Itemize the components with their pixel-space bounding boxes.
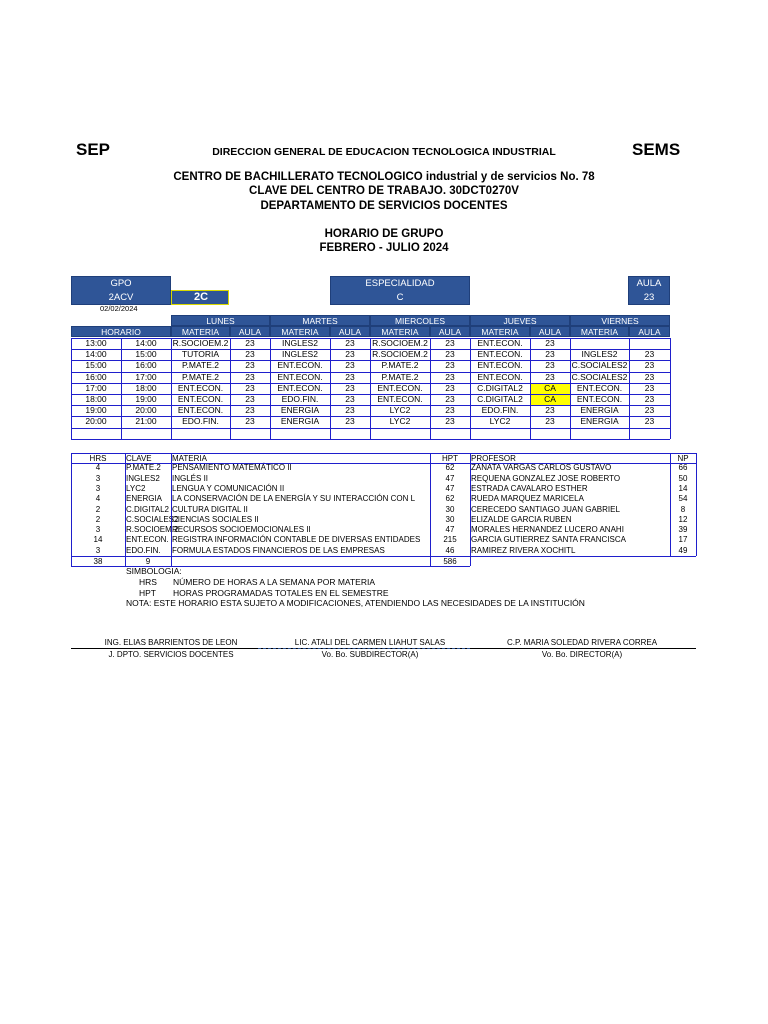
schedule-room bbox=[230, 428, 270, 439]
day-header-lunes: LUNES bbox=[171, 315, 270, 326]
schedule-room: 23 bbox=[644, 382, 655, 393]
schedule-subject bbox=[270, 428, 330, 439]
materia-header: MATERIA bbox=[171, 326, 230, 337]
schedule-subject: ENT.ECON. bbox=[377, 382, 423, 393]
schedule-room: 23 bbox=[345, 349, 355, 360]
schedule-subject: EDO.FIN. bbox=[481, 405, 519, 416]
schedule-room: 23 bbox=[345, 416, 355, 427]
total-count: 9 bbox=[145, 557, 151, 566]
col-border bbox=[71, 338, 72, 439]
col-border bbox=[330, 338, 331, 439]
time-start: 19:00 bbox=[85, 405, 107, 416]
subject-clave: ENERGIA bbox=[126, 494, 163, 504]
schedule-room bbox=[629, 338, 670, 349]
schedule-room: 23 bbox=[245, 394, 255, 404]
schedule-room: 23 bbox=[644, 405, 655, 416]
schedule-subject: ENERGIA bbox=[280, 405, 320, 416]
time-end: 14:00 bbox=[135, 338, 157, 348]
schedule-room: 23 bbox=[245, 416, 255, 427]
subject-profesor: MORALES HERNANDEZ LUCERO ANAHI bbox=[471, 525, 624, 535]
group-code: 2C bbox=[171, 290, 229, 305]
direction-title: DIRECCION GENERAL DE EDUCACION TECNOLOGICA INDUSTRIAL bbox=[212, 146, 556, 158]
schedule-room: 23 bbox=[545, 416, 555, 427]
signature-line-dashed bbox=[258, 648, 470, 649]
aula-header: AULA bbox=[629, 326, 670, 337]
signature-role-2: Vo. Bo. SUBDIRECTOR(A) bbox=[321, 650, 419, 659]
subject-profesor: GARCIA GUTIERREZ SANTA FRANCISCA bbox=[471, 535, 626, 545]
schedule-subject: ENT.ECON. bbox=[477, 360, 523, 371]
schedule-subject: C.DIGITAL2 bbox=[477, 394, 523, 404]
table-col-border bbox=[430, 453, 431, 566]
specialty-label: ESPECIALIDAD bbox=[365, 278, 435, 289]
schedule-room: 23 bbox=[245, 382, 255, 393]
schedule-room: 23 bbox=[644, 349, 655, 360]
subject-hpt: 47 bbox=[445, 525, 455, 535]
col-border bbox=[430, 338, 431, 439]
subject-materia: REGISTRA INFORMACIÓN CONTABLE DE DIVERSAS ENTIDADES bbox=[172, 535, 421, 545]
schedule-subject: ENT.ECON. bbox=[277, 382, 323, 393]
materia-header: MATERIA bbox=[172, 454, 207, 463]
materia-header: MATERIA bbox=[370, 326, 430, 337]
subject-np: 66 bbox=[678, 463, 688, 473]
schedule-subject: P.MATE.2 bbox=[181, 371, 219, 382]
schedule-subject bbox=[570, 338, 629, 349]
clave-header: CLAVE bbox=[126, 454, 152, 463]
center-name: CENTRO DE BACHILLERATO TECNOLOGICO industrial y de servicios No. 78 bbox=[173, 171, 595, 183]
schedule-room: 23 bbox=[445, 394, 455, 404]
schedule-subject: ENT.ECON. bbox=[177, 382, 224, 393]
subject-hrs: 2 bbox=[95, 514, 101, 524]
schedule-room: CA bbox=[530, 394, 570, 405]
table-border bbox=[71, 463, 696, 464]
subject-np: 12 bbox=[678, 514, 688, 524]
materia-header: MATERIA bbox=[270, 326, 330, 337]
schedule-room: 23 bbox=[644, 371, 655, 382]
aula-header: AULA bbox=[530, 326, 570, 337]
subject-hpt: 47 bbox=[445, 483, 455, 493]
hrs-header: HRS bbox=[89, 454, 107, 463]
schedule-subject: TUTORIA bbox=[181, 349, 220, 360]
subject-hrs: 3 bbox=[95, 545, 101, 555]
col-border bbox=[530, 338, 531, 439]
time-start: 15:00 bbox=[85, 360, 107, 371]
time-start: 16:00 bbox=[85, 371, 107, 382]
subject-clave: P.MATE.2 bbox=[126, 463, 161, 473]
schedule-room: 23 bbox=[345, 394, 355, 404]
time-start: 20:00 bbox=[85, 416, 107, 427]
subject-materia: PENSAMIENTO MATEMÁTICO II bbox=[172, 463, 292, 473]
schedule-subject: LYC2 bbox=[489, 416, 511, 427]
aula-header: AULA bbox=[430, 326, 470, 337]
signature-name-2: LIC. ATALI DEL CARMEN LIAHUT SALAS bbox=[294, 638, 446, 647]
day-header-viernes: VIERNES bbox=[570, 315, 670, 326]
legend-title: SIMBOLOGIA: bbox=[126, 566, 182, 576]
gpo-label: GPO bbox=[110, 278, 132, 289]
schedule-room: 23 bbox=[345, 382, 355, 393]
schedule-subject: ENT.ECON. bbox=[477, 349, 523, 360]
subject-clave: ENT.ECON. bbox=[126, 535, 169, 545]
schedule-subject: ENT.ECON. bbox=[177, 405, 224, 416]
subject-materia: CULTURA DIGITAL II bbox=[172, 504, 248, 514]
schedule-room: 23 bbox=[644, 416, 655, 427]
subject-profesor: REQUENA GONZALEZ JOSE ROBERTO bbox=[471, 473, 621, 483]
schedule-subject: ENT.ECON. bbox=[477, 338, 523, 348]
col-border bbox=[470, 338, 471, 439]
schedule-subject: INGLES2 bbox=[282, 349, 318, 360]
schedule-subject: ENERGIA bbox=[580, 416, 619, 427]
schedule-room: 23 bbox=[445, 382, 455, 393]
subject-profesor: CERECEDO SANTIAGO JUAN GABRIEL bbox=[471, 504, 620, 514]
subject-profesor: ESTRADA CAVALARO ESTHER bbox=[471, 483, 588, 493]
table-border bbox=[71, 453, 696, 454]
legend-hpt-key: HPT bbox=[139, 588, 156, 598]
time-start: 18:00 bbox=[85, 394, 107, 404]
schedule-room: 23 bbox=[445, 338, 455, 348]
day-header-jueves: JUEVES bbox=[470, 315, 570, 326]
total-hrs: 38 bbox=[93, 557, 103, 566]
time-start: 17:00 bbox=[85, 382, 107, 393]
legend-hrs-desc: NÚMERO DE HORAS A LA SEMANA POR MATERIA bbox=[173, 577, 375, 587]
schedule-subject: EDO.FIN. bbox=[281, 394, 319, 404]
schedule-subject: R.SOCIOEM.2 bbox=[372, 349, 428, 360]
schedule-room: 23 bbox=[644, 360, 655, 371]
subject-materia: LA CONSERVACIÓN DE LA ENERGÍA Y SU INTERACCIÓN CON L bbox=[172, 494, 416, 504]
aula-label: AULA bbox=[636, 278, 662, 289]
schedule-subject: ENERGIA bbox=[280, 416, 320, 427]
col-border bbox=[570, 338, 571, 439]
schedule-room: 23 bbox=[644, 394, 655, 404]
subject-hpt: 47 bbox=[445, 473, 455, 483]
sep-logo-text: SEP bbox=[76, 140, 111, 159]
specialty-box bbox=[330, 276, 470, 305]
subject-np: 8 bbox=[680, 504, 686, 514]
signature-name-3: C.P. MARIA SOLEDAD RIVERA CORREA bbox=[506, 638, 658, 647]
time-start: 13:00 bbox=[85, 338, 107, 348]
schedule-subject: P.MATE.2 bbox=[381, 371, 419, 382]
time-end bbox=[121, 428, 171, 439]
subject-np: 49 bbox=[678, 545, 688, 555]
col-border bbox=[670, 338, 671, 439]
subject-clave: LYC2 bbox=[126, 483, 146, 493]
materia-header: MATERIA bbox=[470, 326, 530, 337]
schedule-subject bbox=[171, 428, 230, 439]
subject-profesor: ZANATA VARGAS CARLOS GUSTAVO bbox=[471, 463, 612, 473]
schedule-subject: ENT.ECON. bbox=[177, 394, 224, 404]
subject-hrs: 4 bbox=[95, 494, 101, 504]
time-start bbox=[71, 428, 121, 439]
schedule-room: 23 bbox=[345, 405, 355, 416]
schedule-subject: R.SOCIOEM.2 bbox=[372, 338, 428, 348]
aula-box bbox=[628, 276, 670, 305]
schedule-room: 23 bbox=[345, 371, 355, 382]
subject-hrs: 14 bbox=[93, 535, 103, 545]
schedule-room bbox=[430, 428, 470, 439]
schedule-date: 02/02/2024 bbox=[100, 304, 138, 313]
schedule-room bbox=[330, 428, 370, 439]
schedule-room: 23 bbox=[545, 371, 555, 382]
schedule-period: FEBRERO - JULIO 2024 bbox=[319, 242, 449, 254]
aula-value: 23 bbox=[643, 292, 655, 303]
subject-materia: RECURSOS SOCIOEMOCIONALES II bbox=[172, 525, 311, 535]
signature-name-1: ING. ELIAS BARRIENTOS DE LEON bbox=[104, 638, 238, 647]
table-col-border bbox=[171, 453, 172, 566]
schedule-subject: ENT.ECON. bbox=[477, 371, 523, 382]
subject-materia: FORMULA ESTADOS FINANCIEROS DE LAS EMPRESAS bbox=[172, 545, 385, 555]
subject-hrs: 3 bbox=[95, 525, 101, 535]
subject-profesor: RUEDA MARQUEZ MARICELA bbox=[471, 494, 584, 504]
gpo-value: 2ACV bbox=[108, 292, 134, 303]
time-end: 20:00 bbox=[135, 405, 157, 416]
col-border bbox=[270, 338, 271, 439]
time-end: 19:00 bbox=[135, 394, 157, 404]
schedule-room: 23 bbox=[245, 338, 255, 348]
schedule-subject: ENT.ECON. bbox=[377, 394, 423, 404]
schedule-subject: LYC2 bbox=[389, 416, 411, 427]
schedule-title: HORARIO DE GRUPO bbox=[324, 228, 444, 240]
schedule-room: 23 bbox=[545, 360, 555, 371]
subject-materia: CIENCIAS SOCIALES II bbox=[172, 514, 259, 524]
subject-hpt: 30 bbox=[445, 504, 455, 514]
schedule-room: 23 bbox=[345, 360, 355, 371]
schedule-room: 23 bbox=[245, 371, 255, 382]
subject-np: 54 bbox=[678, 494, 688, 504]
subject-np: 50 bbox=[678, 473, 688, 483]
schedule-subject: ENT.ECON. bbox=[277, 371, 323, 382]
col-border bbox=[370, 338, 371, 439]
schedule-room bbox=[629, 428, 670, 439]
schedule-room: 23 bbox=[445, 360, 455, 371]
schedule-room: 23 bbox=[245, 360, 255, 371]
time-end: 15:00 bbox=[135, 349, 157, 360]
schedule-subject: ENERGIA bbox=[580, 405, 619, 416]
schedule-room: 23 bbox=[545, 349, 555, 360]
legend-note: NOTA: ESTE HORARIO ESTA SUJETO A MODIFICACIONES, ATENDIENDO LAS NECESIDADES DE LA INSTITUCIÓN bbox=[126, 598, 585, 608]
schedule-room: 23 bbox=[545, 405, 555, 416]
schedule-room: 23 bbox=[445, 416, 455, 427]
schedule-subject: INGLES2 bbox=[581, 349, 618, 360]
subject-profesor: RAMIREZ RIVERA XOCHITL bbox=[471, 545, 576, 555]
schedule-subject: P.MATE.2 bbox=[381, 360, 419, 371]
schedule-room: 23 bbox=[245, 349, 255, 360]
schedule-subject: LYC2 bbox=[389, 405, 411, 416]
subject-hrs: 4 bbox=[95, 463, 101, 473]
specialty-value: C bbox=[396, 292, 404, 303]
subject-hpt: 215 bbox=[443, 535, 457, 545]
row-border bbox=[71, 439, 670, 440]
subject-materia: LENGUA Y COMUNICACIÓN II bbox=[172, 483, 285, 493]
schedule-room bbox=[530, 428, 570, 439]
schedule-subject bbox=[570, 428, 629, 439]
legend-hpt-desc: HORAS PROGRAMADAS TOTALES EN EL SEMESTRE bbox=[173, 588, 389, 598]
profesor-header: PROFESOR bbox=[471, 454, 516, 463]
subject-np: 39 bbox=[678, 525, 688, 535]
hpt-header: HPT bbox=[442, 454, 458, 463]
schedule-room: 23 bbox=[245, 405, 255, 416]
gpo-box bbox=[71, 276, 171, 305]
subject-np: 14 bbox=[678, 483, 688, 493]
schedule-subject bbox=[470, 428, 530, 439]
schedule-subject: EDO.FIN. bbox=[182, 416, 219, 427]
subject-hpt: 46 bbox=[445, 545, 455, 555]
sems-logo-text: SEMS bbox=[632, 140, 681, 159]
signature-role-1: J. DPTO. SERVICIOS DOCENTES bbox=[108, 650, 234, 659]
col-border bbox=[629, 338, 630, 439]
total-hpt: 586 bbox=[443, 557, 457, 566]
subject-clave: C.SOCIALES2 bbox=[126, 514, 179, 524]
horario-header: HORARIO bbox=[71, 326, 171, 337]
subject-clave: R.SOCIOEM.2 bbox=[126, 525, 179, 535]
col-border bbox=[121, 338, 122, 439]
time-end: 16:00 bbox=[135, 360, 157, 371]
subject-np: 17 bbox=[678, 535, 688, 545]
department-name: DEPARTAMENTO DE SERVICIOS DOCENTES bbox=[260, 200, 508, 212]
schedule-subject: C.SOCIALES2 bbox=[571, 371, 628, 382]
aula-header: AULA bbox=[330, 326, 370, 337]
subject-hrs: 3 bbox=[95, 483, 101, 493]
schedule-room: 23 bbox=[445, 371, 455, 382]
schedule-room: 23 bbox=[345, 338, 355, 348]
table-border bbox=[71, 556, 696, 557]
subject-hpt: 62 bbox=[445, 494, 455, 504]
time-end: 18:00 bbox=[135, 382, 157, 393]
schedule-subject: INGLES2 bbox=[282, 338, 318, 348]
table-col-border bbox=[125, 453, 126, 566]
schedule-subject: ENT.ECON. bbox=[576, 382, 623, 393]
materia-header: MATERIA bbox=[570, 326, 629, 337]
table-col-border bbox=[670, 453, 671, 556]
subject-clave: C.DIGITAL2 bbox=[126, 504, 169, 514]
subject-clave: EDO.FIN. bbox=[126, 545, 161, 555]
schedule-subject: ENT.ECON. bbox=[277, 360, 323, 371]
schedule-room: CA bbox=[530, 383, 570, 394]
schedule-subject bbox=[370, 428, 430, 439]
table-col-border bbox=[696, 453, 697, 556]
schedule-subject: R.SOCIOEM.2 bbox=[172, 338, 229, 348]
schedule-subject: C.DIGITAL2 bbox=[477, 382, 523, 393]
legend-hrs-key: HRS bbox=[139, 577, 157, 587]
table-col-border bbox=[470, 453, 471, 566]
schedule-room: 23 bbox=[445, 349, 455, 360]
table-col-border bbox=[71, 453, 72, 566]
subject-hrs: 2 bbox=[95, 504, 101, 514]
col-border bbox=[171, 338, 172, 439]
time-end: 21:00 bbox=[135, 416, 157, 427]
subject-materia: INGLÉS II bbox=[172, 473, 209, 483]
time-end: 17:00 bbox=[135, 371, 157, 382]
subject-hpt: 62 bbox=[445, 463, 455, 473]
schedule-room: 23 bbox=[545, 338, 555, 348]
schedule-subject: ENT.ECON. bbox=[576, 394, 623, 404]
day-header-martes: MARTES bbox=[270, 315, 370, 326]
schedule-subject: P.MATE.2 bbox=[181, 360, 219, 371]
subject-hrs: 3 bbox=[95, 473, 101, 483]
center-clave: CLAVE DEL CENTRO DE TRABAJO. 30DCT0270V bbox=[249, 185, 519, 197]
aula-header: AULA bbox=[230, 326, 270, 337]
subject-clave: INGLES2 bbox=[126, 473, 160, 483]
np-header: NP bbox=[677, 454, 689, 463]
signature-role-3: Vo. Bo. DIRECTOR(A) bbox=[541, 650, 623, 659]
time-start: 14:00 bbox=[85, 349, 107, 360]
col-border bbox=[230, 338, 231, 439]
schedule-subject: C.SOCIALES2 bbox=[571, 360, 628, 371]
day-header-miercoles: MIERCOLES bbox=[370, 315, 470, 326]
subject-profesor: ELIZALDE GARCIA RUBEN bbox=[471, 514, 572, 524]
subject-hpt: 30 bbox=[445, 514, 455, 524]
schedule-room: 23 bbox=[445, 405, 455, 416]
